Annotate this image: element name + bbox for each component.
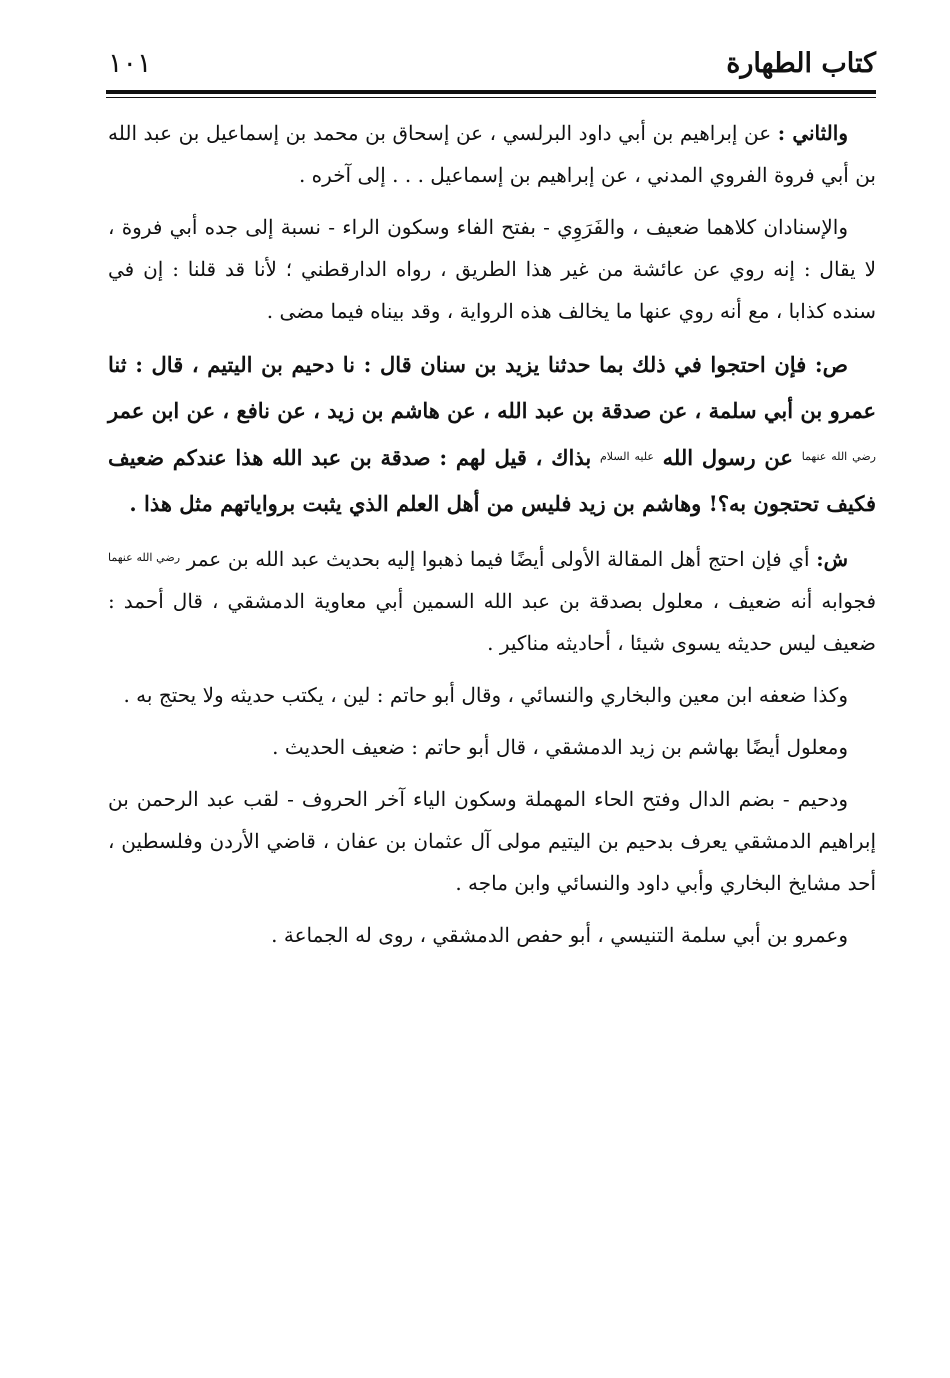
sad-text-part-c: بذاك ، قيل لهم : صدقة بن عبد الله هذا عندكم ضعيف فكيف تحتجون به؟! وهاشم بن زيد فليس من أهل العلم الذي يثبت برواياتهم مثل هذا . xyxy=(108,445,876,516)
header-rule-thin xyxy=(106,97,876,98)
sharh-part-b: فجوابه أنه ضعيف ، معلول بصدقة بن عبد الله السمين أبي معاوية الدمشقي ، قال أحمد : ضعيف ليس حديثه يسوى شيئا ، أحاديثه مناكير . xyxy=(108,589,876,655)
paragraph-second-chain xyxy=(108,112,876,196)
honorific-glyph: عليه السلام xyxy=(599,450,654,463)
header-rule-thick xyxy=(106,90,876,94)
paragraph-sad-text xyxy=(108,342,876,527)
paragraph-isnad-weakness: والإسنادان كلاهما ضعيف ، والفَرَوِي - بفتح الفاء وسكون الراء - نسبة إلى جده أبي فروة ، لا يقال : إنه روي عن عائشة من غير هذا الطريق ، رواه الدارقطني ؛ لأنا قد قلنا : إن في سنده كذابا ، مع أنه روي عنها ما يخالف هذه الرواية ، وقد بيناه فيما مضى . xyxy=(108,215,876,323)
page-header xyxy=(108,40,876,90)
paragraph-ibn-maeen: وكذا ضعفه ابن معين والبخاري والنسائي ، وقال أبو حاتم : لين ، يكتب حديثه ولا يحتج به . xyxy=(123,683,848,707)
honorific-glyph: رضي الله عنهما xyxy=(108,551,181,564)
paragraph-duhaym: ودحيم - بضم الدال وفتح الحاء المهملة وسكون الياء آخر الحروف - لقب عبد الرحمن بن إبراهيم الدمشقي يعرف بدحيم بن اليتيم مولى آل عثمان بن عفان ، قاضي الأردن وفلسطين ، أحد مشايخ البخاري وأبي داود والنسائي وابن ماجه . xyxy=(108,787,876,895)
paragraph-lead: ش: xyxy=(816,547,848,571)
paragraph-amr: وعمرو بن أبي سلمة التنيسي ، أبو حفص الدمشقي ، روى له الجماعة . xyxy=(271,923,848,947)
chapter-title: كتاب الطهارة xyxy=(726,48,876,79)
honorific-glyph: رضي الله عنهما xyxy=(801,450,876,463)
page-body xyxy=(108,112,876,966)
page-number: ١٠١ xyxy=(108,48,152,79)
paragraph-hashim: ومعلول أيضًا بهاشم بن زيد الدمشقي ، قال أبو حاتم : ضعيف الحديث . xyxy=(272,735,848,759)
sad-text-part-b: عن رسول الله xyxy=(653,445,802,470)
sad-text-part-a: ص: فإن احتجوا في ذلك بما حدثنا يزيد بن سنان قال : نا دحيم بن اليتيم ، قال : ثنا عمرو بن أبي سلمة ، عن صدقة بن عبد الله ، عن هاشم بن زيد ، عن نافع ، عن ابن عمر xyxy=(108,352,876,423)
paragraph-text: عن إبراهيم بن أبي داود البرلسي ، عن إسحاق بن محمد بن إسماعيل بن عبد الله بن أبي فروة الفروي المدني ، عن إبراهيم بن إسماعيل . . . إلى آخره . xyxy=(108,121,876,187)
paragraph-lead: والثاني : xyxy=(777,121,848,145)
sharh-part-a: أي فإن احتج أهل المقالة الأولى أيضًا فيما ذهبوا إليه بحديث عبد الله بن عمر xyxy=(180,547,817,571)
paragraph-sharh xyxy=(108,537,876,664)
